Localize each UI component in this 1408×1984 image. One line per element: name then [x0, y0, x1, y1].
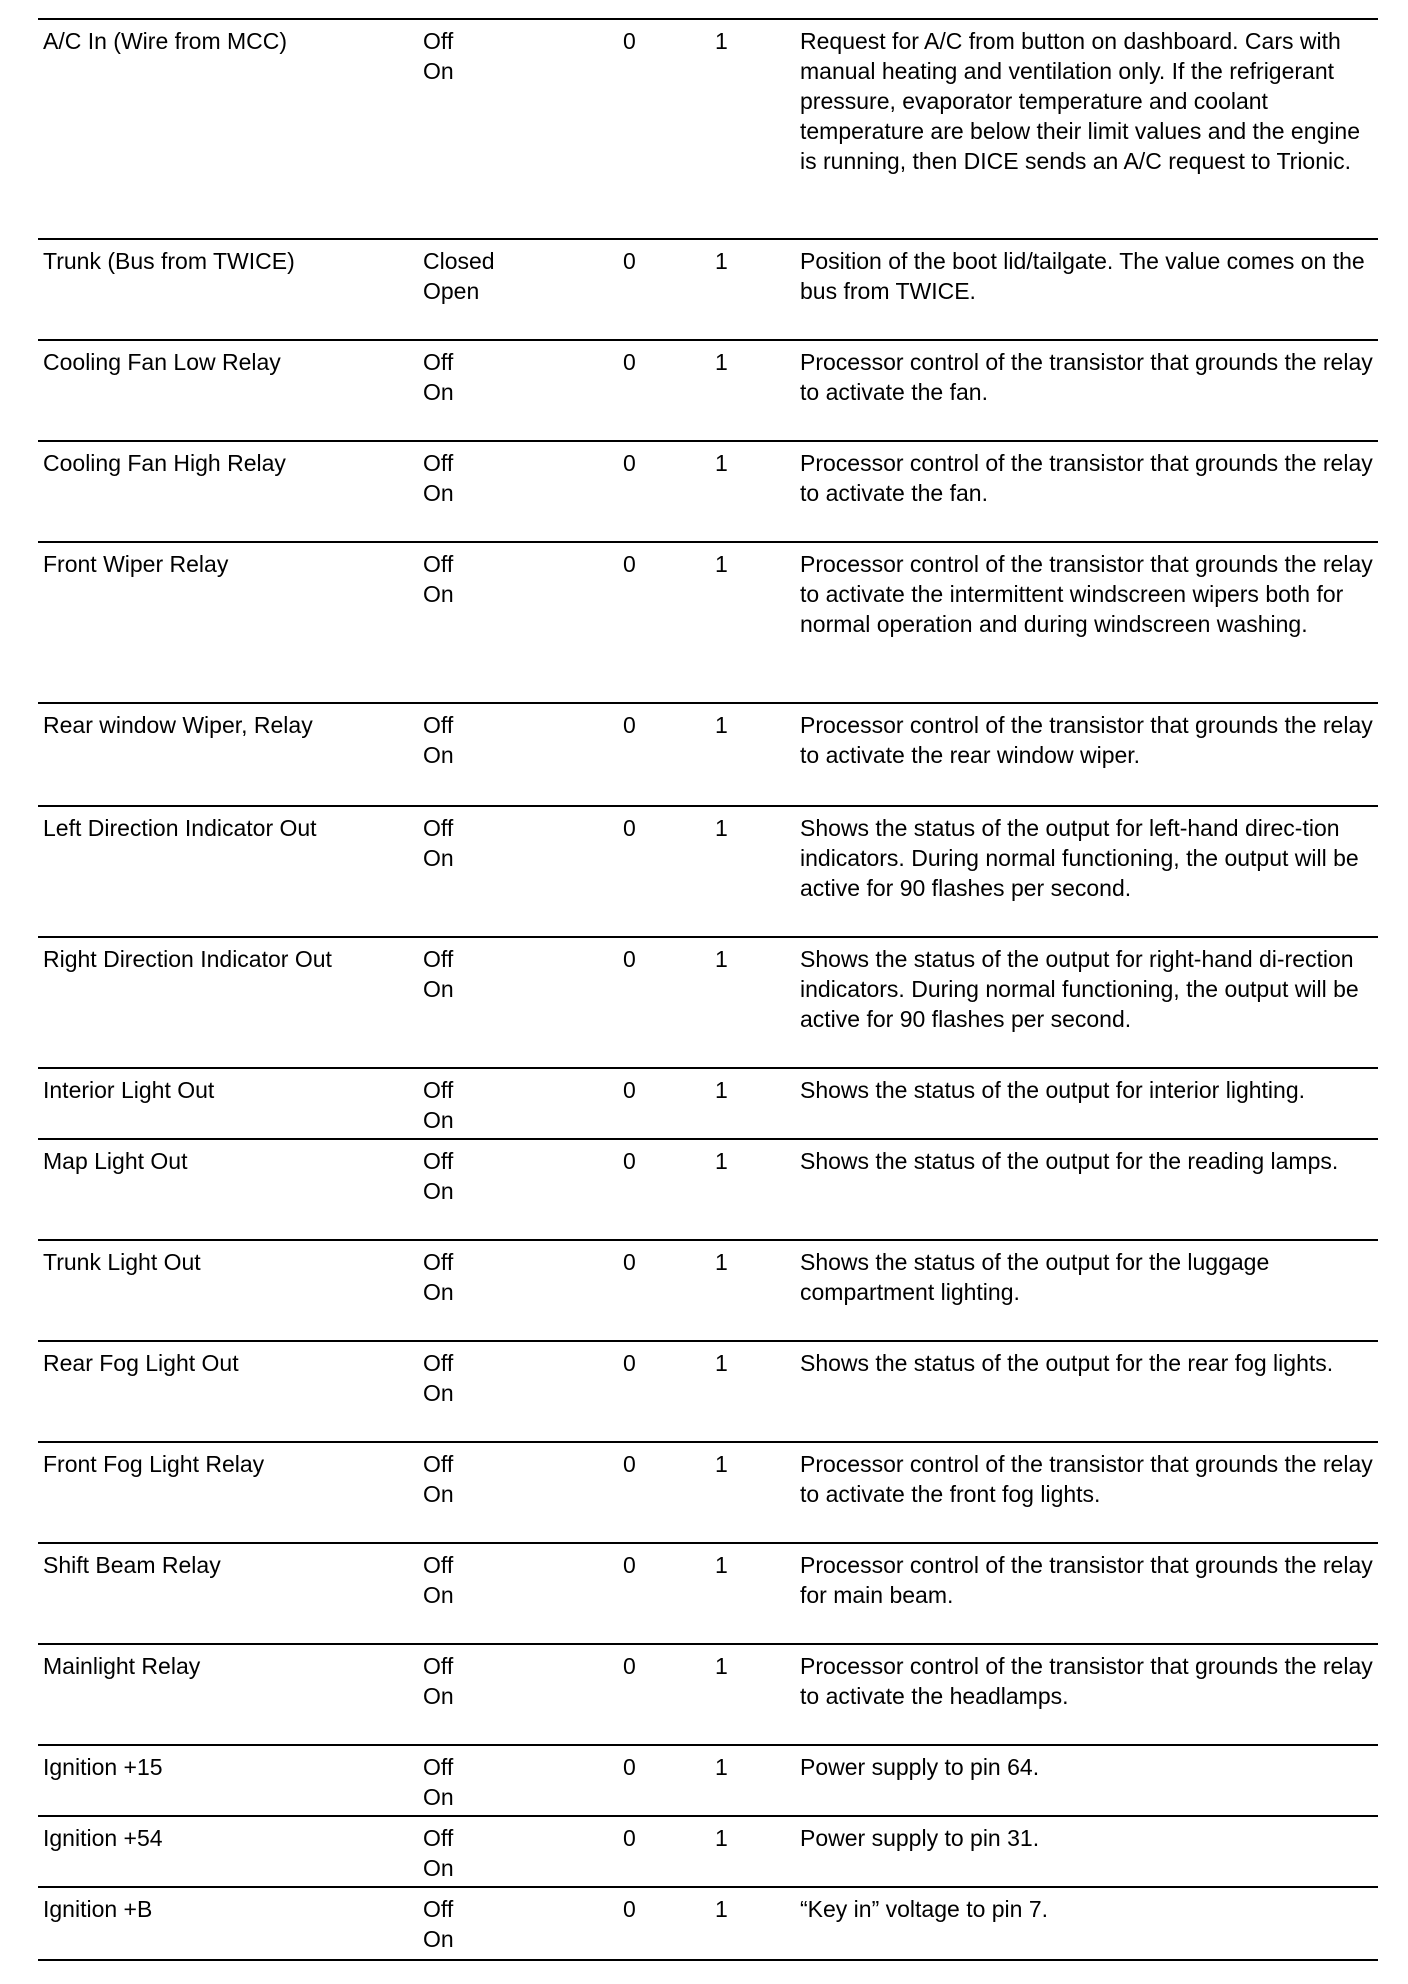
signal-max-value: 1	[706, 1442, 786, 1543]
signal-name: Front Fog Light Relay	[38, 1442, 418, 1543]
state-value: Off	[423, 712, 454, 738]
state-value: Off	[423, 1077, 454, 1103]
signal-name: Cooling Fan High Relay	[38, 441, 418, 542]
signal-description: Power supply to pin 31.	[786, 1816, 1378, 1887]
signal-states	[418, 937, 616, 1068]
state-value: On	[423, 1107, 454, 1133]
state-value: Off	[423, 349, 454, 375]
state-value: On	[423, 845, 454, 871]
signal-name: Cooling Fan Low Relay	[38, 340, 418, 441]
signal-description: Shows the status of the output for left-hand direc-tion indicators. During normal functioning, the output will be active for 90 flashes per second.	[786, 806, 1378, 937]
state-value: On	[423, 581, 454, 607]
state-value: Off	[423, 815, 454, 841]
table-row	[38, 1745, 1378, 1816]
signal-name: Rear Fog Light Out	[38, 1341, 418, 1442]
signal-states	[418, 1341, 616, 1442]
table-row	[38, 806, 1378, 937]
signal-min-value: 0	[616, 19, 706, 239]
state-value: On	[423, 480, 454, 506]
signal-min-value: 0	[616, 542, 706, 703]
signal-name: Interior Light Out	[38, 1068, 418, 1139]
signal-description: Processor control of the transistor that grounds the relay for main beam.	[786, 1543, 1378, 1644]
signal-table	[38, 18, 1378, 1961]
signal-states	[418, 542, 616, 703]
signal-states	[418, 703, 616, 806]
state-value: Off	[423, 1825, 454, 1851]
table-row	[38, 542, 1378, 703]
signal-min-value: 0	[616, 1816, 706, 1887]
signal-states	[418, 239, 616, 340]
state-value: Off	[423, 1148, 454, 1174]
signal-states	[418, 1644, 616, 1745]
table-row	[38, 703, 1378, 806]
signal-max-value: 1	[706, 1816, 786, 1887]
signal-states	[418, 441, 616, 542]
signal-states	[418, 1543, 616, 1644]
signal-min-value: 0	[616, 703, 706, 806]
signal-min-value: 0	[616, 1887, 706, 1960]
signal-states	[418, 1240, 616, 1341]
state-value: Off	[423, 1754, 454, 1780]
signal-max-value: 1	[706, 542, 786, 703]
table-row	[38, 1068, 1378, 1139]
signal-description: Shows the status of the output for the reading lamps.	[786, 1139, 1378, 1240]
signal-name: Right Direction Indicator Out	[38, 937, 418, 1068]
signal-description: Position of the boot lid/tailgate. The value comes on the bus from TWICE.	[786, 239, 1378, 340]
signal-name: Left Direction Indicator Out	[38, 806, 418, 937]
signal-name: Mainlight Relay	[38, 1644, 418, 1745]
state-value: Off	[423, 946, 454, 972]
signal-max-value: 1	[706, 1068, 786, 1139]
table-row	[38, 1139, 1378, 1240]
signal-name: Shift Beam Relay	[38, 1543, 418, 1644]
state-value: On	[423, 1279, 454, 1305]
signal-name: Ignition +15	[38, 1745, 418, 1816]
signal-max-value: 1	[706, 19, 786, 239]
signal-min-value: 0	[616, 239, 706, 340]
signal-max-value: 1	[706, 1240, 786, 1341]
signal-min-value: 0	[616, 1240, 706, 1341]
signal-states	[418, 1887, 616, 1960]
signal-states	[418, 1816, 616, 1887]
signal-max-value: 1	[706, 340, 786, 441]
state-value: Off	[423, 551, 454, 577]
signal-states	[418, 19, 616, 239]
signal-table-body	[38, 19, 1378, 1960]
table-row	[38, 1442, 1378, 1543]
signal-max-value: 1	[706, 1139, 786, 1240]
signal-states	[418, 1745, 616, 1816]
signal-description: Processor control of the transistor that grounds the relay to activate the front fog lights.	[786, 1442, 1378, 1543]
table-row	[38, 937, 1378, 1068]
state-value: On	[423, 1481, 454, 1507]
signal-min-value: 0	[616, 937, 706, 1068]
signal-min-value: 0	[616, 1139, 706, 1240]
signal-description: Processor control of the transistor that grounds the relay to activate the headlamps.	[786, 1644, 1378, 1745]
signal-max-value: 1	[706, 1543, 786, 1644]
signal-description: Request for A/C from button on dashboard. Cars with manual heating and ventilation only. If the refrigerant pressure, evaporator temperature and coolant temperature are below their limit values and the engine is running, then DICE sends an A/C request to Trionic.	[786, 19, 1378, 239]
signal-description: Processor control of the transistor that grounds the relay to activate the rear window wiper.	[786, 703, 1378, 806]
signal-max-value: 1	[706, 806, 786, 937]
state-value: On	[423, 1582, 454, 1608]
state-value: Open	[423, 278, 480, 304]
table-row	[38, 1240, 1378, 1341]
signal-states	[418, 1139, 616, 1240]
signal-min-value: 0	[616, 806, 706, 937]
state-value: Off	[423, 1552, 454, 1578]
state-value: Off	[423, 1896, 454, 1922]
signal-name: Trunk (Bus from TWICE)	[38, 239, 418, 340]
signal-description: Shows the status of the output for interior lighting.	[786, 1068, 1378, 1139]
signal-name: A/C In (Wire from MCC)	[38, 19, 418, 239]
signal-max-value: 1	[706, 1887, 786, 1960]
state-value: Off	[423, 1249, 454, 1275]
signal-description: “Key in” voltage to pin 7.	[786, 1887, 1378, 1960]
signal-min-value: 0	[616, 441, 706, 542]
signal-description: Shows the status of the output for the rear fog lights.	[786, 1341, 1378, 1442]
signal-max-value: 1	[706, 1644, 786, 1745]
state-value: On	[423, 742, 454, 768]
table-row	[38, 1341, 1378, 1442]
table-row	[38, 1816, 1378, 1887]
state-value: On	[423, 1683, 454, 1709]
table-row	[38, 340, 1378, 441]
document-page	[38, 0, 1378, 1984]
signal-min-value: 0	[616, 1442, 706, 1543]
signal-name: Ignition +B	[38, 1887, 418, 1960]
signal-min-value: 0	[616, 1644, 706, 1745]
signal-name: Ignition +54	[38, 1816, 418, 1887]
signal-states	[418, 1068, 616, 1139]
signal-max-value: 1	[706, 703, 786, 806]
signal-max-value: 1	[706, 239, 786, 340]
signal-max-value: 1	[706, 441, 786, 542]
state-value: Off	[423, 28, 454, 54]
signal-min-value: 0	[616, 1341, 706, 1442]
state-value: Off	[423, 1653, 454, 1679]
state-value: On	[423, 58, 454, 84]
state-value: On	[423, 1855, 454, 1881]
signal-min-value: 0	[616, 1745, 706, 1816]
signal-description: Shows the status of the output for right-hand di-rection indicators. During normal functioning, the output will be active for 90 flashes per second.	[786, 937, 1378, 1068]
signal-max-value: 1	[706, 1745, 786, 1816]
signal-name: Map Light Out	[38, 1139, 418, 1240]
signal-description: Power supply to pin 64.	[786, 1745, 1378, 1816]
state-value: On	[423, 976, 454, 1002]
state-value: Closed	[423, 248, 495, 274]
signal-description: Processor control of the transistor that grounds the relay to activate the fan.	[786, 340, 1378, 441]
state-value: Off	[423, 1350, 454, 1376]
signal-states	[418, 340, 616, 441]
signal-states	[418, 1442, 616, 1543]
signal-description: Processor control of the transistor that grounds the relay to activate the intermittent windscreen wipers both for normal operation and during windscreen washing.	[786, 542, 1378, 703]
table-row	[38, 239, 1378, 340]
state-value: On	[423, 1926, 454, 1952]
signal-description: Processor control of the transistor that grounds the relay to activate the fan.	[786, 441, 1378, 542]
state-value: On	[423, 1784, 454, 1810]
signal-max-value: 1	[706, 937, 786, 1068]
signal-min-value: 0	[616, 340, 706, 441]
table-row	[38, 1543, 1378, 1644]
table-row	[38, 19, 1378, 239]
state-value: Off	[423, 450, 454, 476]
state-value: On	[423, 1178, 454, 1204]
signal-states	[418, 806, 616, 937]
state-value: On	[423, 379, 454, 405]
table-row	[38, 1644, 1378, 1745]
signal-description: Shows the status of the output for the luggage compartment lighting.	[786, 1240, 1378, 1341]
state-value: Off	[423, 1451, 454, 1477]
signal-max-value: 1	[706, 1341, 786, 1442]
table-row	[38, 1887, 1378, 1960]
signal-name: Rear window Wiper, Relay	[38, 703, 418, 806]
signal-name: Front Wiper Relay	[38, 542, 418, 703]
signal-name: Trunk Light Out	[38, 1240, 418, 1341]
table-row	[38, 441, 1378, 542]
signal-min-value: 0	[616, 1068, 706, 1139]
signal-min-value: 0	[616, 1543, 706, 1644]
state-value: On	[423, 1380, 454, 1406]
